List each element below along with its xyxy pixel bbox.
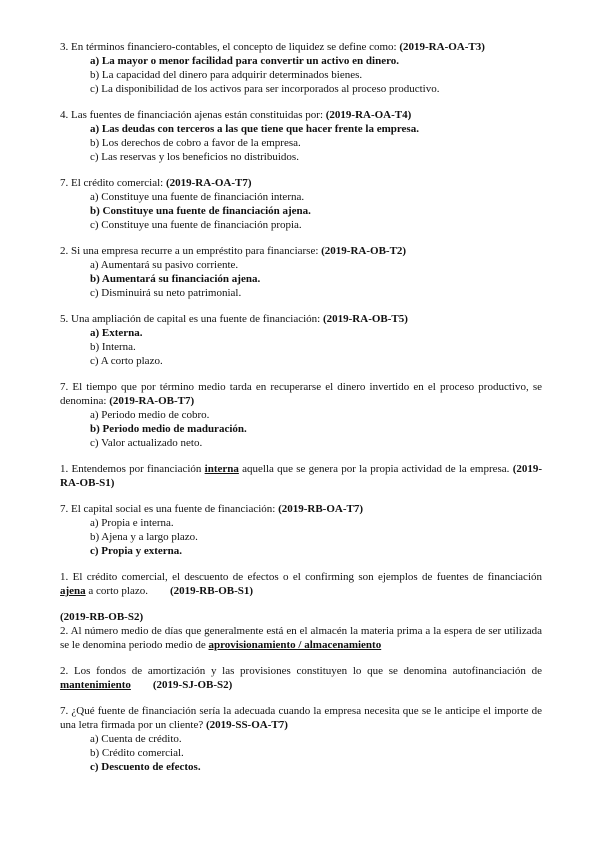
option-c: c) La disponibilidad de los activos para ser incorporados al proceso productivo.	[90, 83, 440, 95]
question-text: 3. En términos financiero-contables, el concepto de liquidez se define como:	[60, 41, 397, 53]
option-c: c) A corto plazo.	[90, 355, 163, 367]
option-b: b) Los derechos de cobro a favor de la empresa.	[90, 137, 301, 149]
options-list	[60, 190, 542, 232]
question-code: (2019-SJ-OB-S2)	[152, 679, 233, 691]
option-a: a) Aumentará su pasivo corriente.	[90, 259, 239, 271]
option-b: b) Periodo medio de maduración.	[90, 423, 247, 435]
question-block	[60, 176, 542, 232]
question-stem	[60, 502, 542, 516]
question-code: (2019-RA-OA-T3)	[399, 41, 485, 53]
option-c: c) Propia y externa.	[90, 545, 183, 557]
option-c: c) Las reservas y los beneficios no distribuidos.	[90, 151, 299, 163]
answer-fill: interna	[204, 463, 239, 475]
short-answer-text: 2. Los fondos de amortización y las provisiones constituyen lo que se denomina autofinanciación de	[60, 665, 542, 677]
option-c: c) Constituye una fuente de financiación propia.	[90, 219, 302, 231]
question-code: (2019-RA-OB-S1)	[60, 463, 543, 489]
options-list	[60, 516, 542, 558]
short-answer-text: 1. Entendemos por financiación	[60, 463, 205, 475]
question-stem	[60, 108, 542, 122]
option-a: a) Externa.	[90, 327, 143, 339]
question-stem	[60, 40, 542, 54]
option-a: a) Constituye una fuente de financiación interna.	[90, 191, 305, 203]
options-list	[60, 732, 542, 774]
options-list	[60, 408, 542, 450]
question-text: 4. Las fuentes de financiación ajenas están constituidas por:	[60, 109, 323, 121]
short-answer-text: 1. El crédito comercial, el descuento de efectos o el confirming son ejemplos de fuentes de financiación	[60, 571, 542, 583]
option-a: a) Cuenta de crédito.	[90, 733, 182, 745]
short-answer-text: aquella que se genera por la propia actividad de la empresa.	[238, 463, 510, 475]
option-a: a) Propia e interna.	[90, 517, 174, 529]
question-block	[60, 704, 542, 774]
option-c: c) Descuento de efectos.	[90, 761, 201, 773]
question-text: 7. El capital social es una fuente de financiación:	[60, 503, 276, 515]
question-code: (2019-RA-OB-T5)	[322, 313, 408, 325]
question-text: 7. El crédito comercial:	[60, 177, 164, 189]
short-answer-text: 2. Al número medio de días que generalmente está en el almacén la materia prima a la espera de ser utilizada se le denomina periodo medio de	[60, 625, 542, 651]
option-b: b) Interna.	[90, 341, 136, 353]
answer-fill: mantenimiento	[60, 679, 131, 691]
short-answer-text-block	[60, 624, 542, 652]
question-stem	[60, 380, 542, 408]
option-b: b) Aumentará su financiación ajena.	[90, 273, 261, 285]
answer-fill: ajena	[60, 585, 86, 597]
options-list	[60, 258, 542, 300]
question-text: 2. Si una empresa recurre a un empréstito para financiarse:	[60, 245, 319, 257]
question-block	[60, 108, 542, 164]
question-code: (2019-RB-OB-S2)	[60, 611, 144, 623]
question-code: (2019-RB-OB-S1)	[169, 585, 254, 597]
option-a: a) Las deudas con terceros a las que tiene que hacer frente la empresa.	[90, 123, 419, 135]
question-code: (2019-RA-OB-T2)	[321, 245, 407, 257]
question-text: 7. El tiempo que por término medio tarda en recuperarse el dinero invertido en el proceso productivo, se denomina:	[60, 381, 542, 407]
question-code: (2019-SS-OA-T7)	[206, 719, 288, 731]
option-c: c) Disminuirá su neto patrimonial.	[90, 287, 242, 299]
question-code: (2019-RA-OA-T4)	[325, 109, 412, 121]
question-block	[60, 244, 542, 300]
question-stem	[60, 176, 542, 190]
option-b: b) La capacidad del dinero para adquirir determinados bienes.	[90, 69, 363, 81]
short-answer-block	[60, 610, 542, 652]
question-code: (2019-RB-OA-T7)	[278, 503, 364, 515]
options-list	[60, 122, 542, 164]
option-b: b) Crédito comercial.	[90, 747, 184, 759]
question-block	[60, 312, 542, 368]
short-answer-block	[60, 664, 542, 692]
option-b: b) Ajena y a largo plazo.	[90, 531, 198, 543]
question-code: (2019-RA-OB-T7)	[109, 395, 195, 407]
options-list	[60, 326, 542, 368]
answer-fill: aprovisionamiento / almacenamiento	[208, 639, 382, 651]
question-stem	[60, 704, 542, 732]
question-stem	[60, 244, 542, 258]
question-stem	[60, 312, 542, 326]
short-answer-block	[60, 570, 542, 598]
question-code: (2019-RA-OA-T7)	[165, 177, 252, 189]
options-list	[60, 54, 542, 96]
question-text: 7. ¿Qué fuente de financiación sería la adecuada cuando la empresa necesita que se le anticipe el importe de una letra firmada por un cliente?	[60, 705, 542, 731]
document-page	[60, 40, 542, 786]
option-b: b) Constituye una fuente de financiación ajena.	[90, 205, 311, 217]
question-block	[60, 40, 542, 96]
option-a: a) Periodo medio de cobro.	[90, 409, 210, 421]
short-answer-text: a corto plazo.	[85, 585, 148, 597]
question-block	[60, 502, 542, 558]
question-text: 5. Una ampliación de capital es una fuente de financiación:	[60, 313, 321, 325]
question-block	[60, 380, 542, 450]
short-answer-block	[60, 462, 542, 490]
option-a: a) La mayor o menor facilidad para convertir un activo en dinero.	[90, 55, 400, 67]
option-c: c) Valor actualizado neto.	[90, 437, 203, 449]
